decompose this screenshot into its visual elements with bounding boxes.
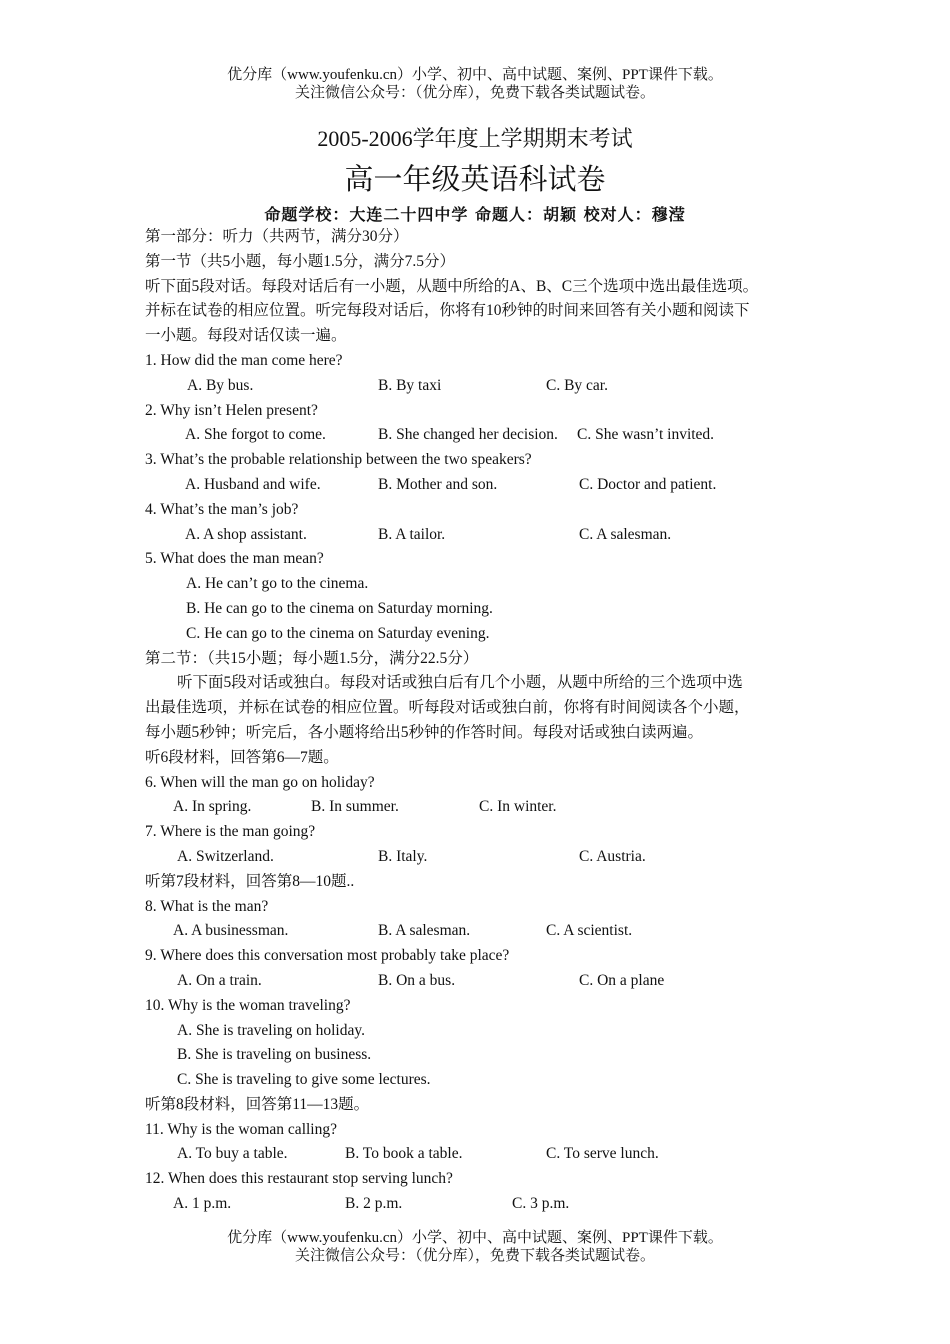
option-c: C. He can go to the cinema on Saturday evening. [186,624,490,642]
option-row [145,919,825,944]
option-b: B. She is traveling on business. [177,1046,372,1064]
instruction-line: 每小题5秒钟；听完后，各小题将给出5秒钟的作答时间。每段对话或独白读两遍。 [145,723,704,741]
header-line-1: 优分库（www.youfenku.cn）小学、初中、高中试题、案例、PPT课件下载。 [227,67,723,83]
question-stem: 4. What’s the man’s job? [145,500,299,518]
section2-heading: 第二节：（共15小题；每小题1.5分，满分22.5分） [145,649,479,667]
option-row [145,795,825,820]
option-a: A. She is traveling on holiday. [177,1021,365,1039]
option-c: C. She is traveling to give some lectures. [177,1071,431,1089]
author-line: 命题学校：大连二十四中学 命题人：胡颖 校对人：穆滢 [264,205,686,224]
option-b: B. In summer. [311,798,399,816]
option-a: A. By bus. [187,376,254,394]
option-row [145,423,825,448]
option-row [145,622,825,647]
option-row [145,845,825,870]
section1-heading: 第一节（共5小题，每小题1.5分，满分7.5分） [145,252,456,270]
option-a: A. To buy a table. [177,1145,288,1163]
option-c: C. Austria. [579,847,646,865]
option-a: A. A businessman. [173,922,289,940]
option-row [145,1043,825,1068]
option-c: C. Doctor and patient. [579,475,717,493]
question-stem: 7. Where is the man going? [145,823,316,841]
footer-line-1: 优分库（www.youfenku.cn）小学、初中、高中试题、案例、PPT课件下载。 [227,1230,723,1246]
option-a: A. A shop assistant. [185,525,307,543]
option-a: A. On a train. [177,971,262,989]
subject-title: 高一年级英语科试卷 [344,164,606,196]
material-note: 听6段材料，回答第6—7题。 [145,748,339,766]
option-c: C. A salesman. [579,525,672,543]
option-a: A. 1 p.m. [173,1195,232,1213]
question-stem: 8. What is the man? [145,897,269,915]
option-row [145,572,825,597]
page-footer [0,1229,950,1265]
option-b: B. 2 p.m. [345,1195,403,1213]
exam-title: 2005-2006学年度上学期期末考试 [317,126,633,151]
header-line-2: 关注微信公众号：（优分库），免费下载各类试题试卷。 [294,85,655,101]
question-stem: 12. When does this restaurant stop serving lunch? [145,1170,453,1188]
option-row [145,969,825,994]
option-row [145,1192,825,1217]
option-a: A. Husband and wife. [185,475,321,493]
page-header [0,66,950,102]
option-b: B. He can go to the cinema on Saturday morning. [186,599,493,617]
material-note: 听第7段材料，回答第8—10题.. [145,872,355,890]
question-stem: 3. What’s the probable relationship between the two speakers? [145,451,532,469]
option-b: B. Italy. [378,847,428,865]
option-row [145,523,825,548]
option-a: A. Switzerland. [177,847,274,865]
option-b: B. On a bus. [378,971,456,989]
option-b: B. To book a table. [345,1145,463,1163]
option-b: B. She changed her decision. [378,426,558,444]
instruction-line: 听下面5段对话或独白。每段对话或独白后有几个小题，从题中所给的三个选项中选 [177,674,743,692]
option-c: C. To serve lunch. [546,1145,659,1163]
option-a: A. He can’t go to the cinema. [186,575,369,593]
option-c: C. She wasn’t invited. [577,426,715,444]
option-c: C. A scientist. [546,922,633,940]
option-c: C. On a plane [579,971,665,989]
option-c: C. In winter. [479,798,557,816]
question-stem: 11. Why is the woman calling? [145,1120,337,1138]
option-b: B. Mother and son. [378,475,498,493]
option-b: B. A salesman. [378,922,471,940]
option-b: B. A tailor. [378,525,446,543]
instruction-line: 并标在试卷的相应位置。听完每段对话后，你将有10秒钟的时间来回答有关小题和阅读下 [145,302,750,320]
option-row [145,597,825,622]
instruction-line: 一小题。每段对话仅读一遍。 [145,327,347,345]
instruction-line: 出最佳选项，并标在试卷的相应位置。听每段对话或独白前，你将有时间阅读各个小题， [145,699,750,717]
option-a: A. In spring. [173,798,252,816]
option-row [145,1142,825,1167]
exam-content [145,225,825,1217]
question-stem: 5. What does the man mean? [145,550,324,568]
material-note: 听第8段材料，回答第11—13题。 [145,1095,370,1113]
option-b: B. By taxi [378,376,442,394]
option-row [145,1068,825,1093]
question-stem: 6. When will the man go on holiday? [145,773,375,791]
footer-line-2: 关注微信公众号：（优分库），免费下载各类试题试卷。 [294,1248,655,1264]
part1-heading: 第一部分：听力（共两节，满分30分） [145,228,409,245]
question-stem: 9. Where does this conversation most probably take place? [145,947,510,965]
option-c: C. 3 p.m. [512,1195,570,1213]
option-row [145,473,825,498]
question-stem: 1. How did the man come here? [145,351,343,369]
instruction-line: 听下面5段对话。每段对话后有一小题，从题中所给的A、B、C三个选项中选出最佳选项。 [145,277,759,295]
question-stem: 10. Why is the woman traveling? [145,996,351,1014]
option-row [145,1019,825,1044]
option-a: A. She forgot to come. [185,426,326,444]
option-c: C. By car. [546,376,608,394]
option-row [145,374,825,399]
question-stem: 2. Why isn’t Helen present? [145,401,318,419]
